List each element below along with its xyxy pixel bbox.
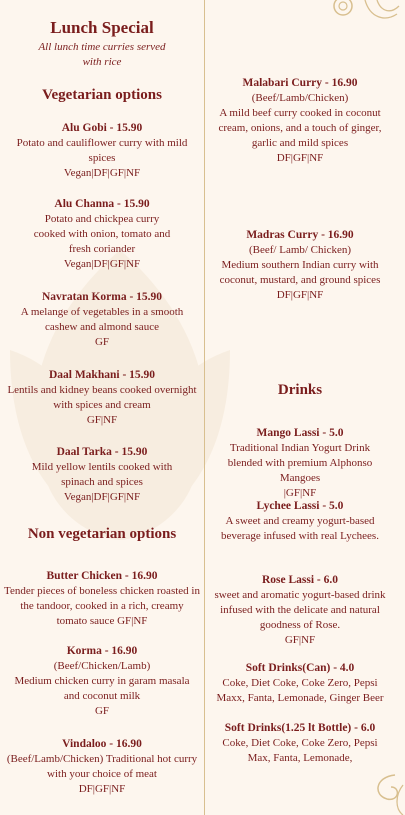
item-tags: Vegan|DF|GF|NF [63,167,141,179]
menu-item [212,499,388,544]
item-sub: (Beef/Lamb/Chicken) [251,92,349,104]
item-desc: Tender pieces of boneless chicken roasted in the tandoor, cooked in a rich, creamy tomato sauce GF|NF [4,585,200,627]
item-desc: Medium chicken curry in garam masala and coconut milk [14,675,190,702]
menu-item [212,76,388,166]
item-tags: Vegan|DF|GF|NF [63,491,141,503]
item-tags: GF|NF [284,634,316,646]
item-name: Navratan Korma - 15.90 [41,291,163,303]
item-desc: Coke, Diet Coke, Coke Zero, Pepsi Max, Fanta, Lemonade, [222,737,378,764]
column-divider [204,0,205,815]
item-name: Soft Drinks(Can) - 4.0 [245,662,355,674]
menu-item [212,573,388,648]
menu-item [4,121,200,181]
item-tags: Vegan|DF|GF|NF [63,258,141,270]
menu-item [4,644,200,719]
item-name: Daal Tarka - 15.90 [56,446,148,458]
item-tags: DF|GF|NF [78,783,126,795]
item-desc: Potato and cauliflower curry with mild spices [16,137,188,164]
item-desc: (Beef/Lamb/Chicken) Traditional hot curry with your choice of meat [6,753,198,780]
item-name: Mango Lassi - 5.0 [256,427,344,439]
section-heading-drinks: Drinks [277,382,323,398]
item-tags: GF [94,705,110,717]
corner-ornament-icon [325,0,405,40]
item-desc: A melange of vegetables in a smooth cashew and almond sauce [20,306,184,333]
item-desc: A mild beef curry cooked in coconut cream, onions, and a touch of ginger, garlic and mild spices [218,107,382,149]
item-name: Korma - 16.90 [66,645,138,657]
item-name: Alu Channa - 15.90 [54,198,150,210]
menu-item [212,661,388,706]
item-desc: Traditional Indian Yogurt Drink blended with premium Alphonso Mangoes [227,442,373,484]
menu-item [4,368,200,428]
menu-item [212,228,388,303]
item-name: Malabari Curry - 16.90 [242,77,358,89]
item-tags: |GF|NF [283,487,317,499]
menu-item [4,290,200,350]
item-name: Daal Makhani - 15.90 [48,369,156,381]
item-name: Rose Lassi - 6.0 [261,574,339,586]
item-name: Lychee Lassi - 5.0 [256,500,344,512]
item-tags: DF|GF|NF [276,152,324,164]
item-desc: A sweet and creamy yogurt-based beverage infused with real Lychees. [221,515,379,542]
item-sub: (Beef/Chicken/Lamb) [53,660,151,672]
menu-item [4,197,200,272]
menu-item [4,445,200,505]
item-desc: sweet and aromatic yogurt-based drink infused with the delicate and natural goodness of Rose. [214,589,386,631]
item-tags: DF|GF|NF [276,289,324,301]
page-title: Lunch Special [50,18,154,37]
page-subtitle: All lunch time curries served with rice [38,41,166,68]
menu-item [212,426,388,501]
item-name: Soft Drinks(1.25 lt Bottle) - 6.0 [224,722,376,734]
item-desc: Medium southern Indian curry with coconut, mustard, and ground spices [219,259,381,286]
item-desc: Potato and chickpea curry cooked with onion, tomato and fresh coriander [33,213,171,255]
item-name: Madras Curry - 16.90 [246,229,354,241]
item-tags: GF [94,336,110,348]
item-desc: Coke, Diet Coke, Coke Zero, Pepsi Maxx, Fanta, Lemonade, Ginger Beer [216,677,384,704]
menu-item [212,721,388,766]
item-desc: Lentils and kidney beans cooked overnight with spices and cream [7,384,197,411]
menu-item [4,737,200,797]
item-desc: Mild yellow lentils cooked with spinach and spices [31,461,173,488]
section-heading-nonveg: Non vegetarian options [27,526,177,542]
item-sub: (Beef/ Lamb/ Chicken) [248,244,352,256]
item-name: Butter Chicken - 16.90 [46,570,158,582]
item-name: Vindaloo - 16.90 [62,738,142,750]
menu-item [4,569,200,629]
item-tags: GF|NF [86,414,118,426]
item-name: Alu Gobi - 15.90 [61,122,143,134]
section-heading-vegetarian: Vegetarian options [42,87,162,103]
